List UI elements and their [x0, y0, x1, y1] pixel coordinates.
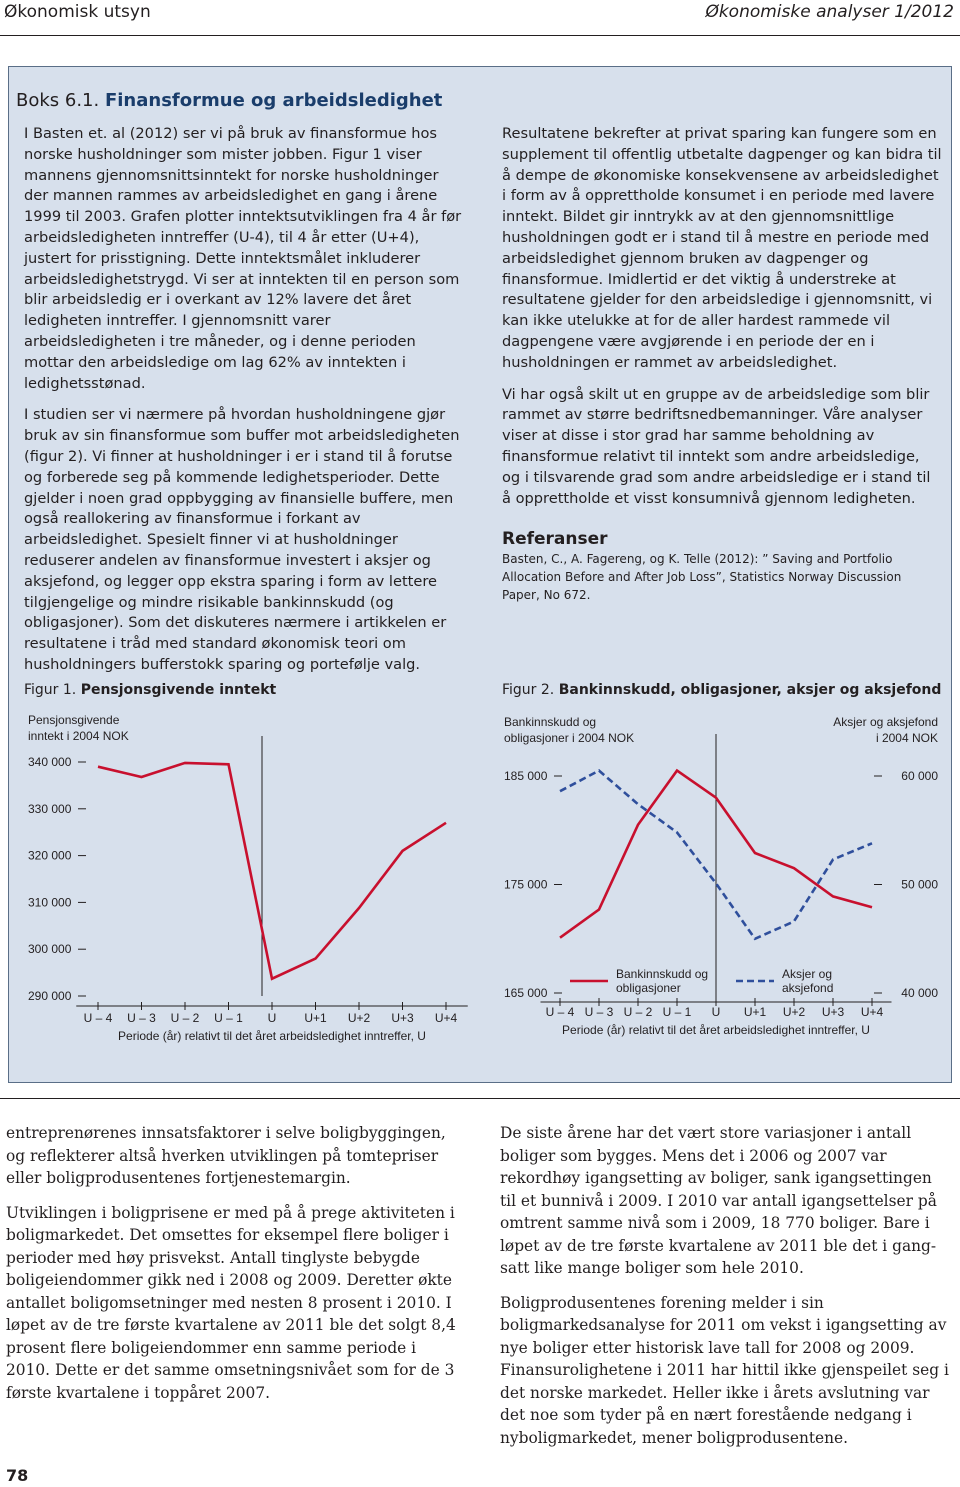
x-tick-label: U – 1 — [214, 1011, 243, 1025]
x-tick-label: U+3 — [821, 1005, 845, 1019]
box-title — [16, 90, 442, 111]
figure2-title: Bankinnskudd, obligasjoner, aksjer og aksjefond — [558, 682, 942, 698]
box-left-paragraph: I Basten et. al (2012) ser vi på bruk av finansformue hos norske husholdninger som mister jobben. Figur 1 viser mannens gjennomsnittsinntekt for norske husholdninger der mannen rammes av arbeidsledighet en gang i årene 1999 til 2003. Grafen plotter inntektsutviklingen fra 4 år før arbeidsledigheten inntreffer (U-4), til 4 år etter (U+4), justert for prisstigning. Dette inntektsmålet inkluderer arbeidsledighetstrygd. Vi ser at inntekten til en person som blir arbeidsledig er i overkant av 12% lavere det året ledigheten inntreffer. I gjennomsnitt varer arbeidsledigheten i tre måneder, og i denne perioden mottar den arbeidsledige om lag 62% av inntekten i ledighetsstønad. — [24, 125, 462, 392]
y-axis-title-right: i 2004 NOK — [875, 731, 938, 745]
x-tick-label: U+1 — [304, 1011, 327, 1025]
main-right-column — [500, 1122, 952, 1461]
x-axis-title: Periode (år) relativt til det året arbeidsledighet inntreffer, U — [118, 1029, 426, 1043]
x-tick-label: U — [267, 1011, 277, 1025]
main-right-paragraph: Boligprodusentenes forening melder i sin boligmarkedsanalyse for 2011 om vekst i igangsetting av nye boliger etter historisk lave tall for 2008 og 2009. Finansurolighetene i 2011 har hittil ikke gjenspeilet seg i det norske markedet. Heller ikke i årets avslutning var det noe som tyder på en nært forestående nedgang i nyboligmarkedet, mener boligprodusentene. — [500, 1293, 949, 1447]
figure1-title: Pensjonsgivende inntekt — [80, 682, 277, 698]
box-separator-rule — [0, 1098, 960, 1099]
box-left-paragraph: I studien ser vi nærmere på hvordan husholdningene gjør bruk av sin finansformue som buffer mot arbeidsledigheten (figur 2). Vi finner at husholdninger i er i stand til å forutse og forberede seg på kommende ledighetsperioder. Dette gjelder i noen grad oppbygging av finansielle buffere, men også reallokering av finansformue i forkant av arbeidsledighet. Spesielt finner vi at husholdninger reduserer andelen av finansformue investert i aksjer og aksjefond, og legger opp ekstra sparing i form av lettere tilgjengelige og mindre risikable bankinnskudd (og obligasjoner). Som det diskuteres nærmere i artikkelen er resultatene i tråd med standard økonomisk teori om husholdningers bufferstokk sparing og portefølje valg. — [24, 406, 460, 673]
running-header-left: Økonomisk utsyn — [4, 2, 151, 22]
y-tick-label-left: 165 000 — [504, 986, 548, 1000]
box-left-column — [24, 124, 462, 687]
x-tick-label: U+2 — [782, 1005, 806, 1019]
header-rule — [0, 35, 960, 36]
x-tick-label: U – 2 — [623, 1005, 653, 1019]
y-axis-title: inntekt i 2004 NOK — [28, 729, 129, 743]
figure2-caption — [502, 682, 941, 698]
x-tick-label: U — [711, 1005, 721, 1019]
box-heading: Finansformue og arbeidsledighet — [104, 90, 443, 111]
y-tick-label: 310 000 — [28, 895, 72, 910]
main-right-paragraph: De siste årene har det vært store variasjoner i antall boliger som bygges. Mens det i 2006 og 2007 var rekordhøy igangsetting av boliger, sank igangsettingen til et bunnivå i 2009. I 2010 var antall igangsettelser på omtrent samme nivå som i 2009, 18 770 boliger. Bare i løpet av de tre første kvartalene av 2011 ble det i gang-satt like mange boliger som hele 2010. — [500, 1124, 937, 1277]
y-tick-label: 320 000 — [28, 848, 72, 863]
x-tick-label: U+4 — [860, 1005, 884, 1019]
page-number: 78 — [6, 1466, 29, 1485]
legend-label-stocks: aksjefond — [782, 981, 834, 995]
y-tick-label: 340 000 — [28, 755, 72, 769]
x-tick-label: U – 3 — [127, 1011, 156, 1025]
references-heading: Referanser — [502, 529, 608, 549]
y-tick-label: 300 000 — [28, 942, 72, 957]
y-tick-label-left: 185 000 — [504, 769, 548, 783]
x-tick-label: U+3 — [391, 1011, 414, 1025]
y-axis-title-left: obligasjoner i 2004 NOK — [504, 731, 635, 745]
box-right-paragraph: Vi har også skilt ut en gruppe av de arbeidsledige som blir rammet av større bedriftsnedbemanninger. Våre analyser viser at disse i stor grad har samme beholdning av finansformue relativt til inntekt som andre arbeidsledige, og i tilsvarende grad som andre arbeidsledige er i stand til å opprettholde et visst konsumnivå gjennom ledigheten. — [502, 385, 931, 507]
main-left-paragraph: Utviklingen i boligprisene er med på å prege aktiviteten i boligmarkedet. Det omsettes for eksempel flere boliger i perioder med høy prisvekst. Antall tinglyste bebygde boligeiendommer gikk ned i 2008 og 2009. Deretter økte antallet boligomsetninger med nesten 8 prosent i 2010. I løpet av de tre første kvartalene av 2011 ble det solgt 8,4 prosent flere boligeiendommer enn samme periode i 2010. Dette er det samme omsetningsnivået som for de 3 første kvartalene i toppåret 2007. — [6, 1203, 456, 1402]
x-tick-label: U – 3 — [584, 1005, 614, 1019]
x-tick-label: U+1 — [743, 1005, 767, 1019]
figure2-label: Figur 2. — [502, 682, 555, 698]
y-tick-label-right: 40 000 — [901, 986, 938, 1000]
running-header-right: Økonomiske analyser 1/2012 — [705, 2, 954, 22]
figure2-chart — [498, 706, 944, 1056]
box-right-paragraph: Resultatene bekrefter at privat sparing kan fungere som en supplement til offentlig utbetalte dagpenger og kan bidra til å dempe de økonomiske konsekvensene av arbeidsledighet i form av å opprettholde konsumet i en periode med lavere inntekt. Bildet gir inntrykk av at den gjennomsnittlige husholdningen godt er i stand til å mestre en periode med arbeidsledighet gjennom bruken av dagpenger og finansformue. Imidlertid er det viktig å understreke at resultatene gjelder for den arbeidsledige i gjennomsnitt, vi kan ikke utelukke at for de aller hardest rammede vil dagpengene være avgjørende i en periode der en i husholdningen er rammet av arbeidsledighet. — [502, 125, 942, 371]
legend-label-stocks: Aksjer og — [782, 967, 833, 981]
x-tick-label: U – 2 — [170, 1011, 200, 1025]
figure1-label: Figur 1. — [24, 682, 77, 698]
y-tick-label: 290 000 — [28, 989, 72, 1003]
box-right-column — [502, 124, 942, 520]
main-left-paragraph: entreprenørenes innsatsfaktorer i selve boligbyggingen, og reflekterer altså hverken utviklingen på tomtepriser eller boligprodusentenes fortjenestemargin. — [6, 1124, 446, 1187]
legend-label-bank: Bankinnskudd og — [616, 967, 709, 981]
main-left-column — [6, 1122, 462, 1416]
y-axis-title-right: Aksjer og aksjefond — [833, 715, 938, 729]
box-label: Boks 6.1. — [16, 90, 100, 111]
income-series-line — [98, 763, 446, 979]
x-axis-title: Periode (år) relativt til det året arbeidsledighet inntreffer, U — [562, 1023, 870, 1037]
legend-label-bank: obligasjoner — [616, 981, 681, 995]
references-text: Basten, C., A. Fagereng, og K. Telle (2012): ” Saving and Portfolio Allocation Before and After Job Loss”, Statistics Norway Discussion Paper, No 672. — [502, 552, 902, 602]
x-tick-label: U – 4 — [545, 1005, 575, 1019]
x-tick-label: U+2 — [347, 1011, 371, 1025]
y-axis-title-left: Bankinnskudd og — [504, 715, 597, 729]
y-tick-label-right: 60 000 — [901, 769, 938, 783]
x-tick-label: U – 4 — [83, 1011, 113, 1025]
y-tick-label: 330 000 — [28, 801, 72, 816]
figure1-chart — [22, 706, 468, 1056]
figure1-caption — [24, 682, 276, 698]
y-tick-label-left: 175 000 — [504, 877, 548, 892]
y-tick-label-right: 50 000 — [901, 877, 938, 892]
x-tick-label: U – 1 — [662, 1005, 692, 1019]
x-tick-label: U+4 — [434, 1011, 458, 1025]
y-axis-title: Pensjonsgivende — [28, 713, 120, 727]
